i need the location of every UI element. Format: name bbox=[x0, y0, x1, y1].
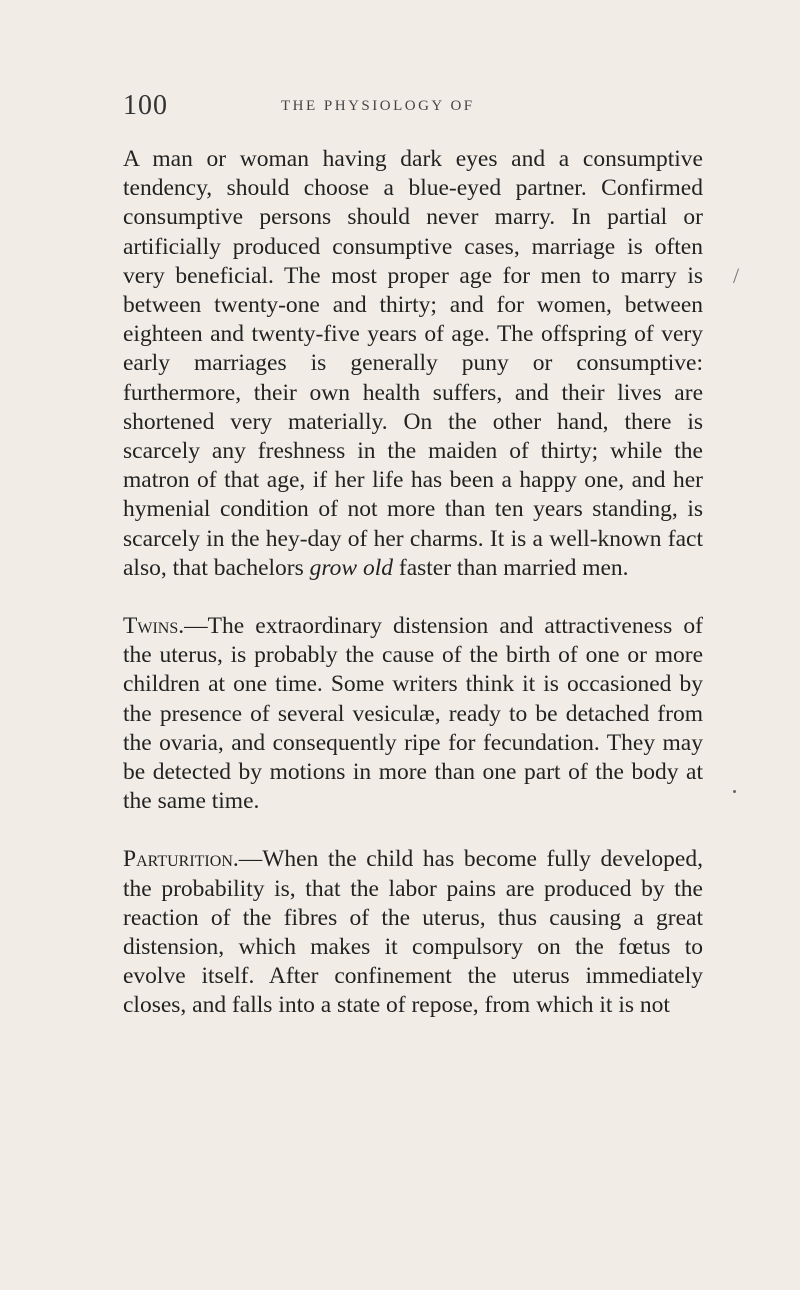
paragraph-parturition bbox=[123, 845, 703, 1020]
paragraph-marriage-tail: faster than married men. bbox=[398, 554, 629, 581]
paragraph-marriage-text: A man or woman having dark eyes and a consumptive tendency, should choose a blue-eyed partner. Confirmed consumptive persons should never marry. In partial or artificially produced consumptive cases, marriage is often very beneficial. The most proper age for men to marry is between twenty-one and thirty; and for women, between eighteen and twenty-five years of age. The offspring of very early marriages is generally puny or consumptive: furthermore, their own health suffers, and their lives are shortened very materially. On the other hand, there is scarcely any freshness in the maiden of thirty; while the matron of that age, if her life has been a happy one, and her hymenial condition of not more than ten years standing, is scarcely in the hey-day of her charms. It is a well-known fact also, that bachelors bbox=[123, 146, 703, 581]
paragraph-marriage bbox=[123, 145, 703, 583]
running-head: THE PHYSIOLOGY OF bbox=[281, 98, 475, 114]
paragraph-twins bbox=[123, 612, 703, 816]
margin-mark: / bbox=[733, 263, 740, 288]
section-head-parturition: Parturition. bbox=[123, 846, 239, 873]
section-head-twins: Twins. bbox=[123, 613, 185, 640]
page-number: 100 bbox=[123, 90, 168, 121]
paragraph-parturition-text: —When the child has become fully developed, the probability is, that the labor pains are produced by the reaction of the fibres of the uterus, thus causing a great distension, which makes it compulsory on the fœtus to evolve itself. After confinement the uterus immediately closes, and falls into a state of repose, from which it is not bbox=[123, 846, 703, 1019]
body-text bbox=[123, 145, 703, 1021]
paragraph-twins-text: —The extraordinary distension and attractiveness of the uterus, is probably the cause of the birth of one or more children at one time. Some writers think it is occasioned by the presence of several vesiculæ, ready to be detached from the ovaria, and consequently ripe for fecundation. They may be detected by motions in more than one part of the body at the same time. bbox=[123, 613, 703, 815]
italic-phrase: grow old bbox=[309, 554, 393, 581]
page-header bbox=[123, 90, 703, 120]
margin-dot bbox=[733, 790, 736, 793]
